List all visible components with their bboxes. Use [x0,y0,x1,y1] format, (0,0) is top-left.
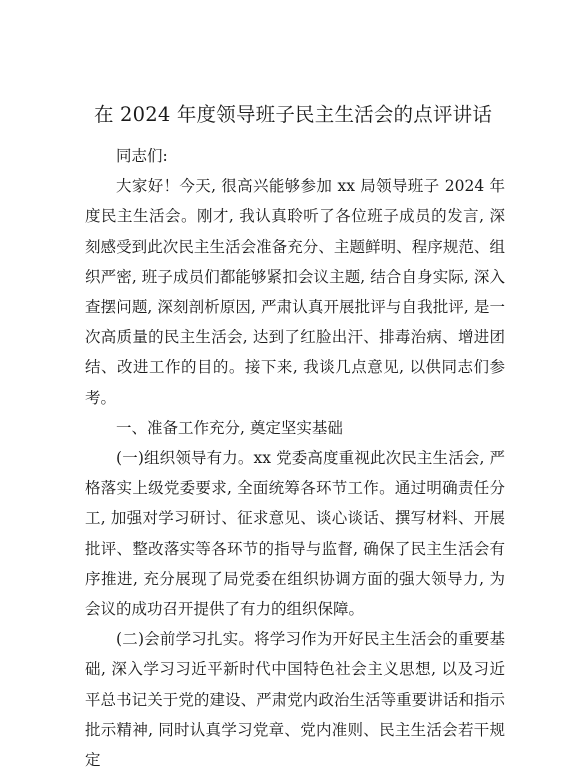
section-1-paragraph-2: (二)会前学习扎实。将学习作为开好民主生活会的重要基础, 深入学习习近平新时代中国特色社会主义思想, 以及习近平总书记关于党的建设、严肃党内政治生活等重要讲话和指示批示精神, 同时认真学习党章、党内准则、民主生活会若干规定 [85,630,505,770]
section-heading-1: 一、准备工作充分, 奠定坚实基础 [116,418,343,437]
section-1-paragraph-1: (一)组织领导有力。xx 党委高度重视此次民主生活会, 严格落实上级党委要求, 全面统筹各环节工作。通过明确责任分工, 加强对学习研讨、征求意见、谈心谈话、撰写材料、开展批评、整改落实等各环节的指导与监督, 确保了民主生活会有序推进, 充分展现了局党委在组织协调方面的强大领导力, 为会议的成功召开提供了有力的组织保障。 [85,449,505,619]
document-body [85,141,505,775]
greeting: 同志们: [116,147,168,165]
intro-paragraph: 大家好！今天, 很高兴能够参加 xx 局领导班子 2024 年度民主生活会。刚才, 我认真聆听了各位班子成员的发言, 深刻感受到此次民主生活会准备充分、主题鲜明、程序规范、组织严密, 班子成员们都能够紧扣会议主题, 结合自身实际, 深入查摆问题, 深刻剖析原因, 严肃认真开展批评与自我批评, 是一次高质量的民主生活会, 达到了红脸出汗、排毒治病、增进团结、改进工作的目的。接下来, 我谈几点意见, 以供同志们参考。 [85,177,505,407]
document-title: 在 2024 年度领导班子民主生活会的点评讲话 [93,103,493,126]
